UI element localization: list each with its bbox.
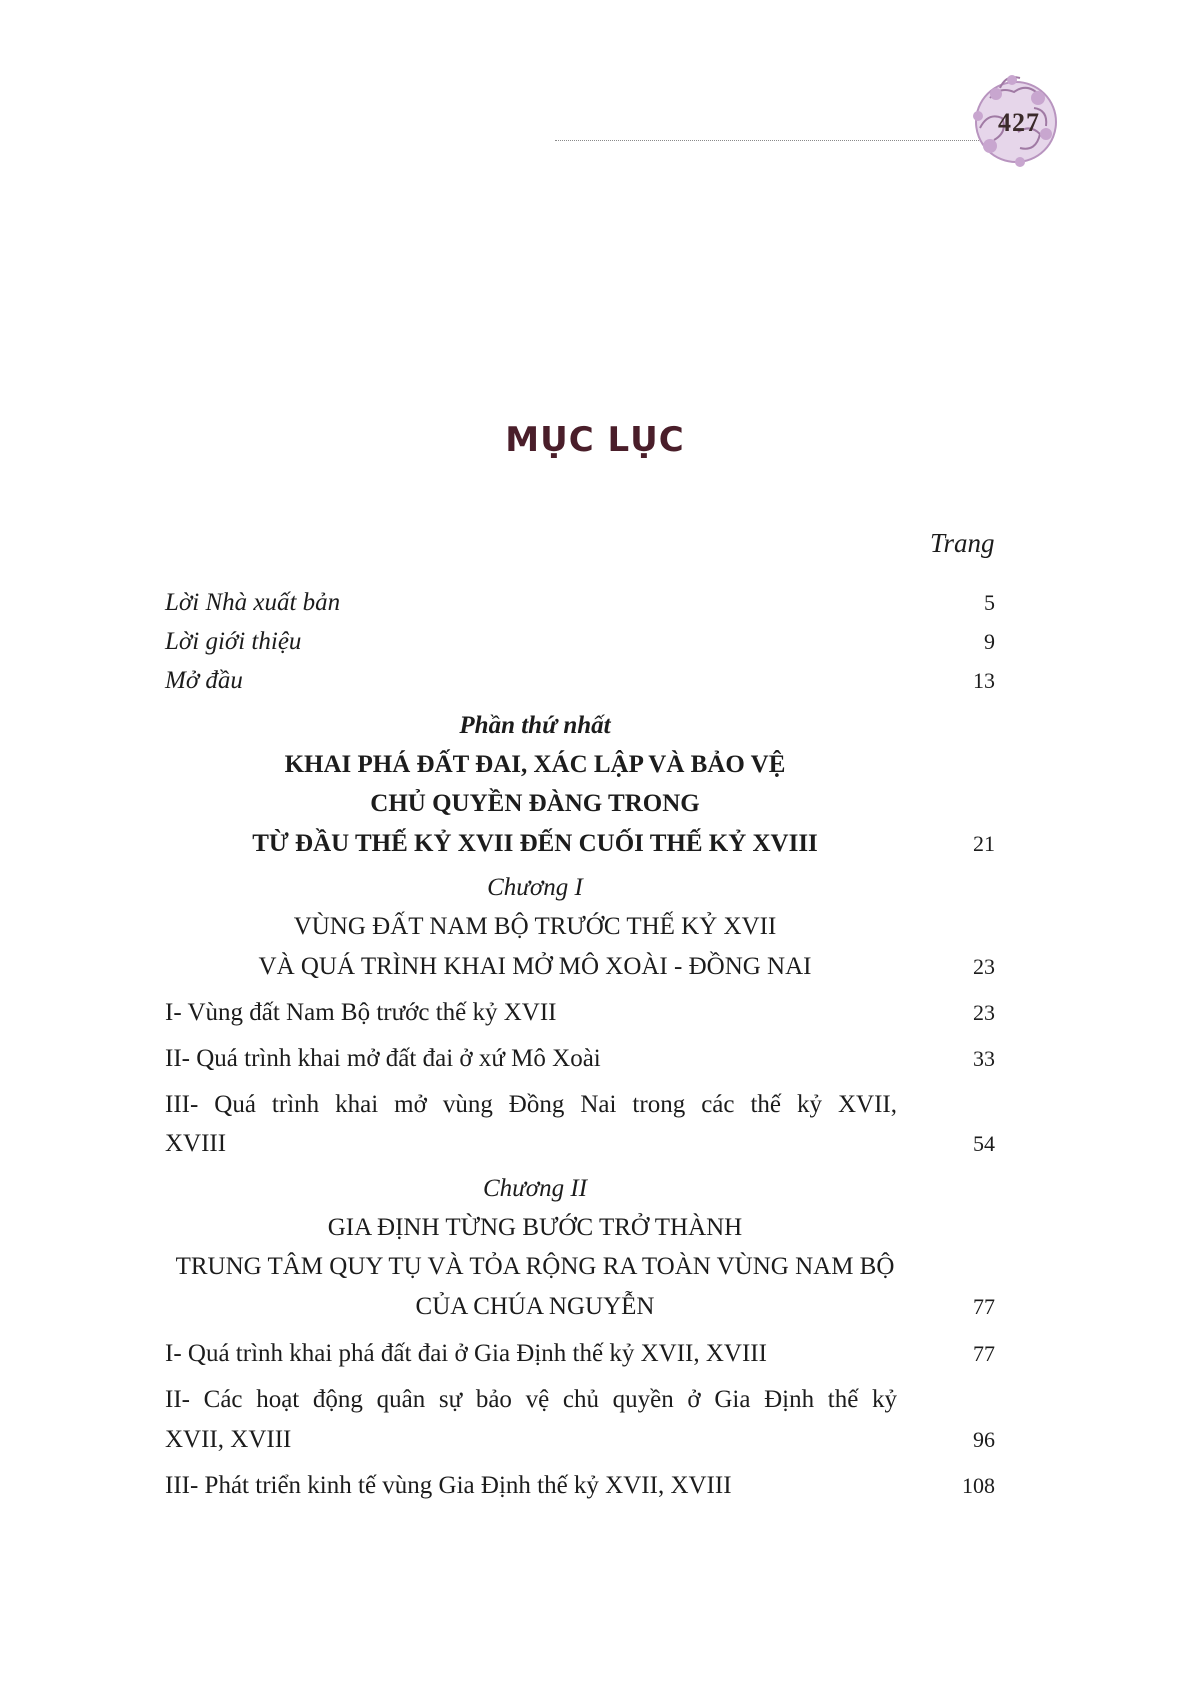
page-title: MỤC LỤC — [505, 420, 685, 460]
chapter-label: Chương II — [482, 1175, 588, 1202]
chapter-title-line: GIA ĐỊNH TỪNG BƯỚC TRỞ THÀNH — [327, 1214, 743, 1241]
toc-entry-label: Lời giới thiệu — [165, 628, 302, 655]
section-entry-continuation: XVII, XVIII — [165, 1426, 292, 1453]
chapter-page: 77 — [973, 1294, 995, 1319]
toc-entry-label: Lời Nhà xuất bản — [165, 589, 341, 616]
section-entry-continuation: XVIII — [165, 1130, 227, 1157]
page-column-label: Trang — [930, 528, 995, 558]
section-entry: I- Quá trình khai phá đất đai ở Gia Định thế kỷ XVII, XVIII — [165, 1340, 767, 1367]
chapter-title-line: VÀ QUÁ TRÌNH KHAI MỞ MÔ XOÀI - ĐỒNG NAI — [258, 953, 812, 980]
part-title-line: CHỦ QUYỀN ĐÀNG TRONG — [370, 790, 700, 817]
part-page: 21 — [973, 831, 995, 856]
chapter-page: 23 — [973, 954, 995, 979]
toc-entry-label: Mở đầu — [165, 667, 243, 694]
section-entry: III- Phát triển kinh tế vùng Gia Định thế kỷ XVII, XVIII — [165, 1472, 732, 1499]
section-page: 33 — [973, 1046, 995, 1071]
toc-entry-page: 9 — [984, 629, 995, 654]
section-entry: III- Quá trình khai mở vùng Đồng Nai trong các thế kỷ XVII, — [165, 1091, 897, 1118]
section-page: 108 — [962, 1473, 995, 1498]
chapter-label: Chương I — [487, 874, 583, 901]
section-entry: II- Các hoạt động quân sự bảo vệ chủ quyền ở Gia Định thế kỷ — [165, 1386, 897, 1413]
chapter-title-line: TRUNG TÂM QUY TỤ VÀ TỎA RỘNG RA TOÀN VÙNG NAM BỘ — [175, 1253, 895, 1280]
section-page: 23 — [973, 1000, 995, 1025]
section-page: 96 — [973, 1427, 995, 1452]
page-number: 427 — [998, 108, 1040, 137]
toc-entry-page: 13 — [973, 668, 995, 693]
chapter-title-line: VÙNG ĐẤT NAM BỘ TRƯỚC THẾ KỶ XVII — [293, 913, 777, 940]
section-page: 77 — [973, 1341, 995, 1366]
part-label: Phần thứ nhất — [459, 712, 611, 739]
section-entry: I- Vùng đất Nam Bộ trước thế kỷ XVII — [165, 999, 557, 1026]
toc-entry-page: 5 — [984, 590, 995, 615]
part-title-line: KHAI PHÁ ĐẤT ĐAI, XÁC LẬP VÀ BẢO VỆ — [284, 751, 786, 778]
header-rule — [555, 140, 985, 141]
section-page: 54 — [973, 1131, 995, 1156]
part-title-line: TỪ ĐẦU THẾ KỶ XVII ĐẾN CUỐI THẾ KỶ XVIII — [252, 830, 818, 857]
section-entry: II- Quá trình khai mở đất đai ở xứ Mô Xoài — [165, 1045, 601, 1072]
chapter-title-line: CỦA CHÚA NGUYỄN — [415, 1293, 655, 1320]
